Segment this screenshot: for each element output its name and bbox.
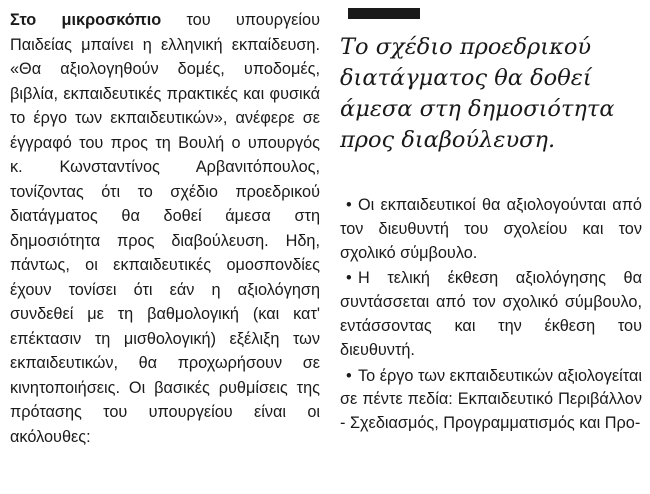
sidebar-column: [340, 8, 642, 438]
section-marker-bar: [348, 8, 420, 19]
key-point-text: Οι εκπαιδευτικοί θα αξιολογούνται από τον διευθυντή του σχολείου και τον σχολικό σύμβουλο.: [340, 196, 642, 262]
bullet-icon: •: [346, 269, 352, 288]
bullet-icon: •: [346, 366, 352, 385]
key-point-text: Το έργο των εκπαιδευτικών αξιολογείται σε πέντε πεδία: Εκπαιδευτικό Περιβάλλον - Σχεδιασμός, Προγραμματισμός και Προ-: [340, 366, 642, 433]
key-point-item: [340, 267, 642, 362]
key-point-item: [340, 194, 642, 265]
key-point-item: [340, 365, 642, 436]
article-body-column: [10, 8, 320, 449]
article-lead-words: Στο μικροσκόπιο: [10, 11, 162, 29]
pull-quote: Το σχέδιο προεδρικού διατάγματος θα δοθεί άμεσα στη δημοσιότητα προς διαβούλευση.: [340, 34, 615, 153]
bullet-icon: •: [346, 196, 352, 214]
article-body-text: του υπουργείου Παιδείας μπαίνει η ελληνική εκπαίδευση. «Θα αξιολογηθούν δομές, υποδομές, βιβλία, εκπαιδευτικές πρακτικές και φυσικά το έργο των εκπαιδευτικών», ανέφερε σε έγγραφό του προς τη Βουλή ο υπουργός κ. Κωνσταντίνος Αρβανιτόπουλος, τονίζοντας ότι το σχέδιο προεδρικού διατάγματος θα δοθεί άμεσα στη δημοσιότητα προς διαβούλευση. Ηδη, πάντως, οι εκπαιδευτικές ομοσπονδίες έχουν τονίσει ότι εάν η αξιολόγηση συνδεθεί με τη βαθμολογική (και κατ' επέκτασιν τη μισθολογική) εξέλιξη των εκπαιδευτικών, θα προχωρήσουν σε κινητοποιήσεις. Οι βασικές ρυθμίσεις της πρότασης του υπουργείου είναι οι ακόλουθες:: [10, 11, 320, 446]
key-points-list: [340, 194, 642, 436]
key-point-text: Η τελική έκθεση αξιολόγησης θα συντάσσεται από τον σχολικό σύμβουλο, εντάσσοντας και την έκθεση του διευθυντή.: [340, 269, 642, 359]
